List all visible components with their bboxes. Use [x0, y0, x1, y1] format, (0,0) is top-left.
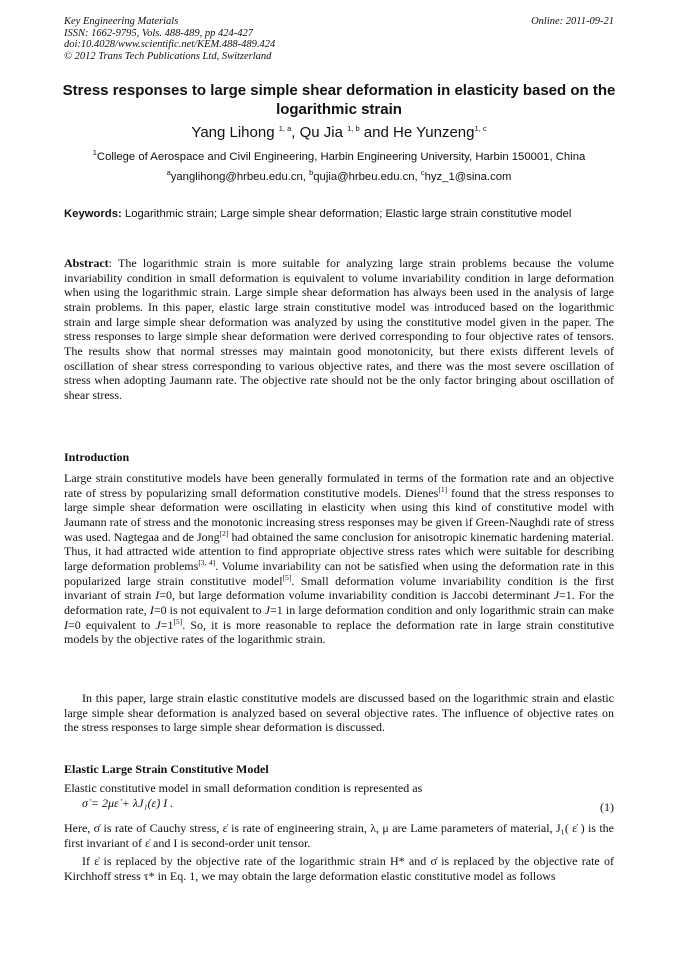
text-run: . So, it is more reasonable to replace the deformation rate in large strain constitutive models by the objective rates of the logarithmic strain.: [64, 617, 614, 647]
author-list: Yang Lihong $^{1, a}$, Qu Jia $^{1, b}$ and He Yunzeng$^{1, c}$: [191, 124, 487, 141]
author-sup: 1, b: [347, 124, 360, 133]
text-run: Large strain constitutive models have been generally formulated in terms of the formation rate and an objective rate of stress by popularizing small deformation constitutive models. Dienes: [64, 471, 614, 500]
section-heading: Introduction: [64, 450, 130, 464]
text-run: =1 in large deformation condition and only logarithmic strain can make: [270, 602, 614, 617]
text-run: =1. For the deformation rate,: [64, 588, 614, 617]
citation[interactable]: [2]: [219, 528, 229, 538]
author-name: Qu Jia: [299, 124, 343, 141]
doi-line: doi:10.4028/www.scientific.net/KEM.488-489.424: [64, 39, 276, 51]
author-name: Yang Lihong: [191, 124, 275, 141]
email-link[interactable]: yanglihong@hrbeu.edu.cn,: [170, 171, 306, 183]
abstract-text: : The logarithmic strain is more suitable for analyzing large strain problems because the volume invariability condition in small deformation is equivalent to volume invariability condition in large deformation when using the logarithmic strain. Large simple shear deformation has always been used in the analysis of large strain problems. In this paper, elastic large strain constitutive model was introduced based on the logarithmic strain and large simple shear deformation was analyzed by using the constitutive model given in the paper. The stress responses to large simple shear deformation were derived corresponding to four objective rates of tensors. The results show that normal stresses may maintain good monotonicity, but there exists different levels of oscillation of shear stress corresponding to various objective rates, and there was the most severe oscillation of stress when adopting Jaumann rate. The objective rate should not be the only factor bringing about oscillation of shear stress.: [64, 256, 614, 402]
email-sup: a: [166, 168, 171, 178]
copyright-line: © 2012 Trans Tech Publications Ltd, Switzerland: [64, 50, 272, 62]
affiliation-sup: 1: [92, 148, 97, 158]
abstract-label: Abstract: [64, 256, 109, 270]
citation[interactable]: [1]: [438, 484, 448, 494]
journal-name: Key Engineering Materials: [64, 16, 179, 27]
citation[interactable]: [5]: [282, 572, 292, 582]
math-symbol: I: [155, 588, 160, 603]
text-run: . Volume invariability can not be satisfied when using the deformation rate in this popularized large strain constitutive model: [64, 558, 615, 588]
paper-title: Stress responses to large simple shear deformation in elasticity based on the logarithmic strain: [62, 82, 616, 118]
affiliation: [60, 148, 618, 163]
text-run: =1: [160, 617, 174, 632]
email-sup: c: [420, 168, 425, 178]
abstract: [64, 256, 614, 403]
email-sup: b: [309, 168, 314, 178]
email-list: [60, 168, 618, 183]
section-heading: Elastic Large Strain Constitutive Model: [64, 762, 269, 776]
author-name: He Yunzeng: [393, 124, 475, 141]
text-run: had obtained the same conclusion for anisotropic kinematic hardening material. Thus, it had attracted wide attention to find appropriate objective stress rates which were suitable for describing large deformation problems: [64, 529, 614, 573]
text-run: =0, but large deformation volume invariability condition is Jaccobi determinant: [159, 588, 554, 603]
equation-1: σ̇ = 2με̇ + λJ₁(ε̇) I .: [82, 796, 174, 810]
keywords: [64, 207, 614, 221]
math-symbol: J: [553, 588, 559, 603]
intro-paragraph: [64, 471, 614, 647]
math-symbol: I: [149, 602, 154, 617]
math-symbol: I: [64, 617, 68, 632]
text-run: . Small deformation volume invariability condition is the first invariant of strain: [64, 573, 614, 603]
model-paragraph: Here, σ̇ is rate of Cauchy stress, ε̇ is rate of engineering strain, λ, μ are Lame parameters of material, J₁( ε̇ ) is the first invariant of ε̇ and I is second-order unit tensor.: [64, 821, 614, 850]
author-sup: 1, c: [474, 124, 487, 133]
math-symbol: J: [155, 617, 161, 632]
intro-paragraph-2: In this paper, large strain elastic constitutive models are discussed based on the logarithmic strain and elastic large simple shear deformation is analyzed based on several objective rates. The influence of objective rates on the stress responses to large simple shear deformation is discussed.: [64, 691, 614, 735]
issn-line: ISSN: 1662-9795, Vols. 488-489, pp 424-427: [64, 27, 253, 39]
text-run: =0 is not equivalent to: [153, 602, 265, 617]
text-run: =0 equivalent to: [68, 617, 156, 632]
model-paragraph-2: If ε̇ is replaced by the objective rate of the logarithmic strain H* and σ̇ is replaced by the objective rate of Kirchhoff stress τ* in Eq. 1, we may obtain the large deformation elastic constitutive model as follows: [64, 854, 614, 883]
email-link[interactable]: qujia@hrbeu.edu.cn,: [313, 171, 418, 183]
equation-number: (1): [600, 800, 614, 814]
author-sup: 1, a: [278, 124, 292, 133]
model-intro-line: Elastic constitutive model in small deformation condition is represented as: [64, 781, 423, 795]
email-link[interactable]: hyz_1@sina.com: [424, 171, 512, 183]
keywords-text: Logarithmic strain; Large simple shear deformation; Elastic large strain constitutive model: [124, 208, 572, 220]
citation[interactable]: [5]: [173, 616, 183, 626]
text-run: found that the stress responses to large simple shear deformation were oscillating in elasticity when using this kind of constitutive model with Jaumann rate of stress and the monotonic increasing stress responses may be given if Green-Naughdi rate of stress was used. Nagtegaa and de Jong: [64, 485, 614, 544]
keywords-label: Keywords:: [64, 208, 122, 220]
journal-header: [64, 16, 275, 62]
online-date: Online: 2011-09-21: [531, 16, 614, 27]
affiliation-text: College of Aerospace and Civil Engineering, Harbin Engineering University, Harbin 150001, China: [96, 151, 586, 163]
math-symbol: J: [264, 602, 270, 617]
citation[interactable]: [3, 4]: [198, 557, 216, 567]
